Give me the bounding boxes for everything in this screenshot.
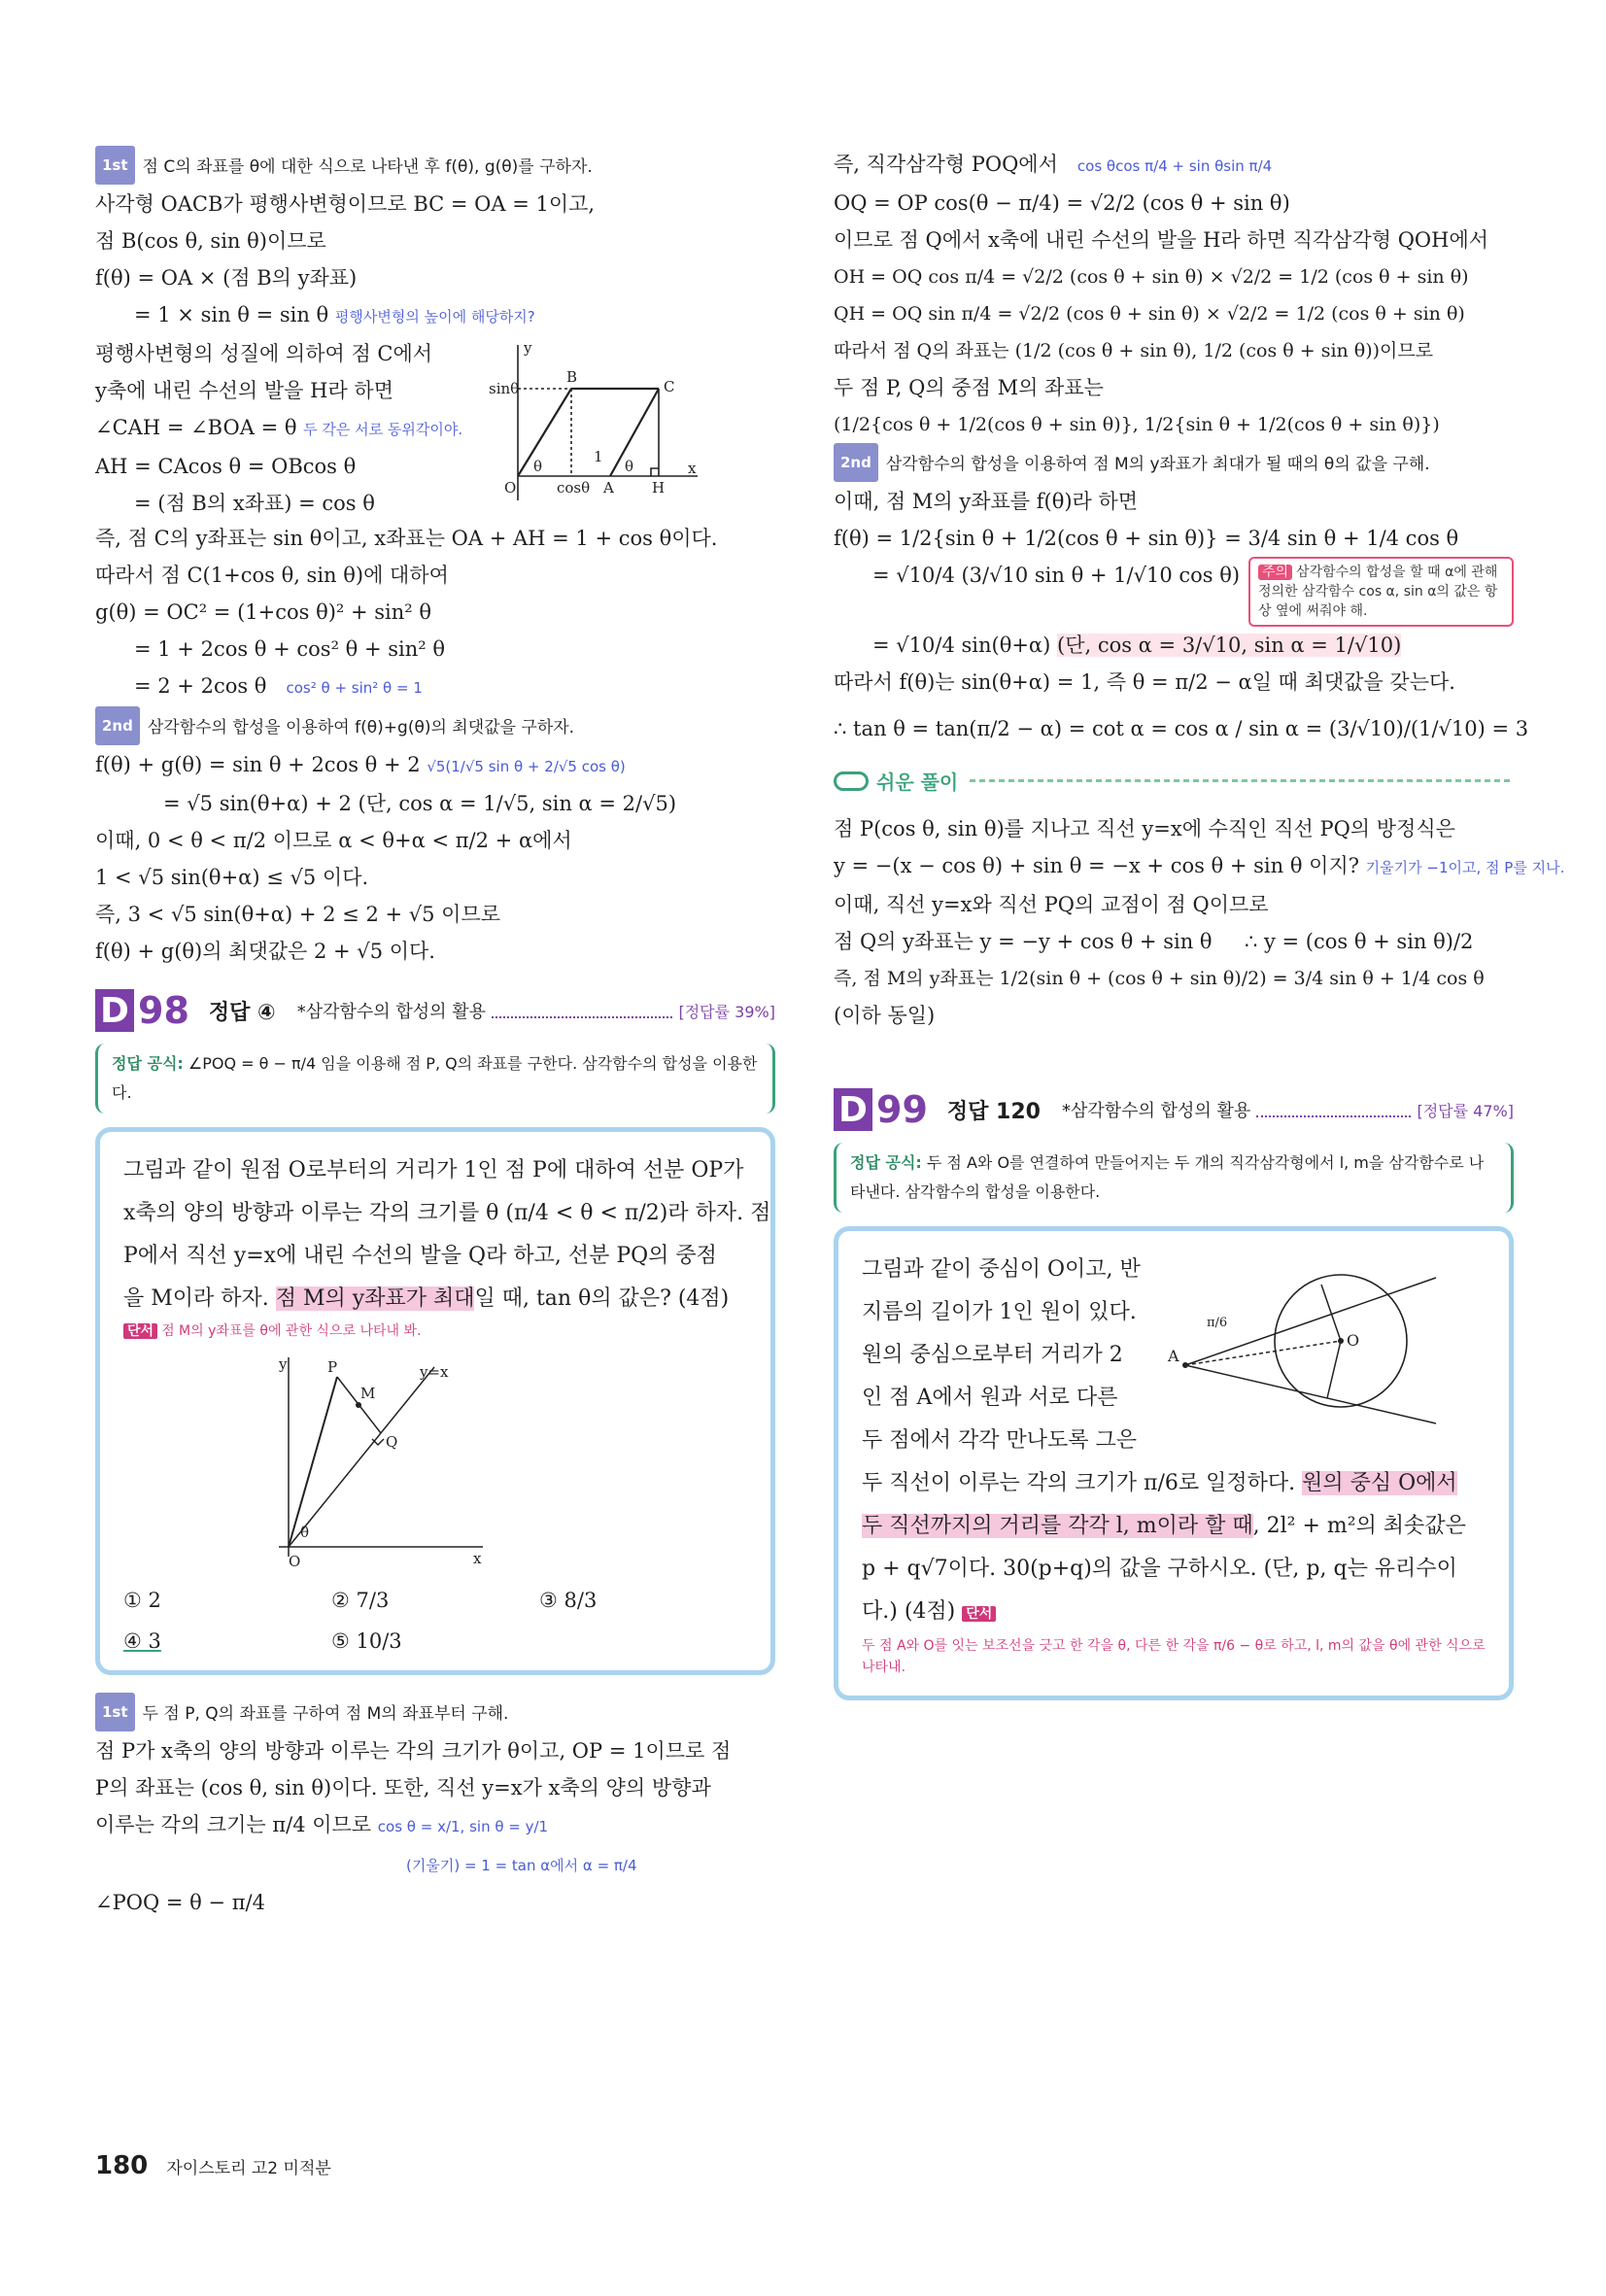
solution-line: 따라서 점 C(1+cos θ, sin θ)에 대하여 [95,564,449,587]
equation: ∴ y = (cos θ + sin θ)/2 [1244,930,1474,953]
point-label: C [664,378,675,395]
question-line: x축의 양의 방향과 이루는 각의 크기를 θ (π/4 < θ < π/2)라 하자. 점 [123,1201,771,1225]
caution-note [1248,557,1514,627]
solution-line: 점 P가 x축의 양의 방향과 이루는 각의 크기가 θ이고, OP = 1이므로 점 [95,1739,732,1763]
right-column [834,146,1565,1718]
point-label: B [566,368,578,386]
point-label: O [504,479,517,497]
topic-label: *삼각함수의 합성의 활용 [296,1002,487,1022]
problem-98-header [95,989,775,1032]
equation: 즉, 직각삼각형 POQ에서 [834,153,1058,176]
highlighted-text: 점 M의 y좌표가 최대 [275,1286,475,1311]
choice-1[interactable]: ① 2 [123,1589,161,1612]
question-text: 일 때, tan θ의 값은? (4점) [474,1286,730,1311]
problem-99-box [834,1226,1514,1700]
step-title: 두 점 P, Q의 좌표를 구하여 점 M의 좌표부터 구해. [142,1704,509,1724]
equation: y = −(x − cos θ) + sin θ = −x + cos θ + sin θ 이지? [834,854,1359,877]
step-title: 삼각함수의 합성을 이용하여 점 M의 y좌표가 최대가 될 때의 θ의 값을 구해. [885,455,1430,474]
question-left [862,1249,1141,1462]
solution-line: QH = OQ sin π/4 = √2/2 (cos θ + sin θ) × √2/2 = 1/2 (cos θ + sin θ) [834,303,1465,325]
problem-number: 98 [138,989,189,1032]
step-badge: 1st [95,146,135,185]
dotted-leader [492,1003,672,1018]
easy-solution-label: 쉬운 풀이 [876,771,959,794]
question-line: 지름의 길이가 1인 원이 있다. [862,1300,1137,1324]
choice-2[interactable]: ② 7/3 [331,1589,390,1612]
question-line: 두 점에서 각각 만나도록 그은 [862,1428,1137,1453]
angle-label: θ [625,458,634,475]
annotation: √5(1/√5 sin θ + 2/√5 cos θ) [427,758,626,775]
solution-line: f(θ) + g(θ)의 최댓값은 2 + √5 이다. [95,940,435,963]
hint-line [123,1320,747,1340]
point-label: O [289,1553,301,1570]
hint-text: 두 점 A와 O를 잇는 보조선을 긋고 한 각을 θ, 다른 한 각을 π/6 − θ로 하고, l, m의 값을 θ에 관한 식으로 나타내. [862,1638,1486,1675]
solution-line: OH = OQ cos π/4 = √2/2 (cos θ + sin θ) × √2/2 = 1/2 (cos θ + sin θ) [834,266,1469,288]
question-text: 다.) (4점) [862,1599,956,1624]
problem-99-top [862,1249,1486,1462]
solution-line: 평행사변형의 성질에 의하여 점 C에서 [95,342,433,365]
formula-label: 정답 공식: [850,1153,922,1172]
equation: = √10/4 sin(θ+α) [872,634,1051,657]
wavy-divider [970,779,1514,782]
problem-section-badge: D [834,1088,872,1131]
solution-line: g(θ) = OC² = (1+cos θ)² + sin² θ [95,600,432,624]
solution-line: f(θ) = OA × (점 B의 y좌표) [95,266,358,290]
hint-tag: 단서 [962,1606,996,1622]
tick-label: cosθ [557,479,591,497]
solution-line: 이때, 0 < θ < π/2 이므로 α < θ+α < π/2 + α에서 [95,829,572,852]
solution-line: 따라서 f(θ)는 sin(θ+α) = 1, 즉 θ = π/2 − α일 때 최댓값을 갖는다. [834,670,1455,694]
solution-line: 점 B(cos θ, sin θ)이므로 [95,229,326,253]
solution-line: = 1 + 2cos θ + cos² θ + sin² θ [134,637,446,661]
highlighted-text: 두 직선까지의 거리를 각각 l, m이라 할 때 [862,1514,1253,1538]
axis-label: y [524,339,532,357]
solution-line [834,923,1514,960]
solution-line [834,627,1514,664]
solution-line: 1 < √5 sin(θ+α) ≤ √5 이다. [95,866,369,889]
choice-3[interactable]: ③ 8/3 [539,1589,598,1612]
equation: = 2 + 2cos θ [134,674,267,698]
solution-line: y축에 내린 수선의 발을 H라 하면 [95,379,393,402]
annotation: cos θcos π/4 + sin θsin π/4 [1076,157,1273,175]
accuracy-rate: [정답률 39%] [678,1002,775,1021]
step-badge: 2nd [95,706,140,745]
choice-4[interactable]: ④ 3 [123,1629,161,1653]
hint-line [962,1606,1000,1622]
solution-line [834,847,1565,886]
axis-label: x [473,1550,482,1567]
solution-line [95,668,775,706]
annotation: 두 각은 서로 동위각이야. [303,421,463,438]
left-column [95,146,775,1921]
solution-line [95,296,775,335]
question-line [862,1591,1486,1635]
length-label: 1 [594,448,603,465]
solution-line: 즉, 점 M의 y좌표는 1/2(sin θ + (cos θ + sin θ)/2) = 3/4 sin θ + 1/4 cos θ [834,968,1485,989]
question-text: 두 직선이 이루는 각의 크기가 π/6로 일정하다. [862,1471,1303,1495]
caution-row [834,557,1514,627]
solution-line: AH = CAcos θ = OBcos θ [95,455,357,478]
solution-line: (1/2{cos θ + 1/2(cos θ + sin θ)}, 1/2{sin θ + 1/2(cos θ + sin θ)}) [834,414,1440,435]
problem-section-badge: D [95,989,134,1032]
dotted-leader [1256,1102,1411,1117]
solution-line: 즉, 점 C의 y좌표는 sin θ이고, x좌표는 OA + AH = 1 + cos θ이다. [95,527,718,550]
question-text: 을 M이라 하자. [123,1286,276,1311]
solution-line: 이때, 직선 y=x와 직선 PQ의 교점이 점 Q이므로 [834,893,1269,916]
step-badge: 2nd [834,443,878,482]
parallelogram-block [95,335,775,520]
annotation: 평행사변형의 높이에 해당하지? [334,308,535,326]
point-label: M [360,1385,376,1402]
solution-line: P의 좌표는 (cos θ, sin θ)이다. 또한, 직선 y=x가 x축의 양의 방향과 [95,1776,711,1799]
hint-tag: 단서 [123,1323,157,1339]
question-line: 그림과 같이 원점 O로부터의 거리가 1인 점 P에 대하여 선분 OP가 [123,1158,744,1182]
axis-label: y [279,1355,288,1373]
solution-line: = √10/4 (3/√10 sin θ + 1/√10 cos θ) [872,564,1241,587]
solution-line: 따라서 점 Q의 좌표는 (1/2 (cos θ + sin θ), 1/2 (cos θ + sin θ))이므로 [834,340,1434,361]
formula-text: 두 점 A와 O를 연결하여 만들어지는 두 개의 직각삼각형에서 l, m을 삼각함수로 나타낸다. 삼각함수의 합성을 이용한다. [850,1153,1485,1201]
answer-label: 정답 120 [946,1099,1041,1124]
caution-tag: 주의 [1258,565,1292,580]
solution-line: 두 점 P, Q의 중점 M의 좌표는 [834,376,1104,399]
step-title: 점 C의 좌표를 θ에 대한 식으로 나타낸 후 f(θ), g(θ)를 구하자. [142,157,593,177]
highlighted-text: 원의 중심 O에서 [1302,1471,1457,1495]
equation: f(θ) + g(θ) = sin θ + 2cos θ + 2 [95,753,421,776]
answer-formula-box [95,1044,775,1114]
equation: 점 Q의 y좌표는 y = −y + cos θ + sin θ [834,930,1213,953]
answer-label: 정답 ④ [208,1000,276,1025]
solution-line: ∠POQ = θ − π/4 [95,1891,265,1914]
point-label: A [603,479,614,497]
topic-label: *삼각함수의 합성의 활용 [1061,1101,1251,1121]
step2-heading [95,706,775,746]
book-title: 자이스토리 고2 미적분 [166,2159,331,2178]
step2-heading [834,443,1514,483]
step1-heading [95,1693,775,1732]
accuracy-rate: [정답률 47%] [1417,1101,1514,1120]
question-line: 원의 중심으로부터 거리가 2 [862,1343,1123,1367]
axis-label: x [688,460,697,477]
annotation: (기울기) = 1 = tan α에서 α = π/4 [406,1857,637,1874]
solution-line [95,1806,775,1845]
angle-label: θ [533,458,543,475]
point-label: H [652,479,666,497]
problem-98-box [95,1127,775,1675]
annotation: cos² θ + sin² θ = 1 [286,679,423,697]
angle-label: π/6 [1206,1316,1227,1330]
solution-line: 사각형 OACB가 평행사변형이므로 BC = OA = 1이고, [95,192,596,216]
solution-line [95,1845,775,1884]
formula-text: ∠POQ = θ − π/4 임을 이용해 점 P, Q의 좌표를 구한다. 삼각함수의 합성을 이용한다. [112,1054,758,1102]
solution-line [834,146,1514,185]
problem-number: 99 [876,1088,928,1131]
answer-formula-box [834,1143,1514,1213]
formula-label: 정답 공식: [112,1054,184,1073]
problem-99-figure [1146,1249,1438,1443]
point-label: A [1167,1347,1179,1365]
equation: ∠CAH = ∠BOA = θ [95,416,297,439]
highlighted-condition: (단, cos α = 3/√10, sin α = 1/√10) [1057,634,1402,657]
solution-line: = √5 sin(θ+α) + 2 (단, cos α = 1/√5, sin α = 2/√5) [163,792,677,815]
point-label: P [327,1358,338,1376]
hint-text: 점 M의 y좌표를 θ에 관한 식으로 나타내 봐. [161,1323,422,1339]
answer-choices [123,1589,747,1653]
point-label: O [1346,1331,1359,1350]
page-number: 180 [95,2151,149,2180]
annotation: 기울기가 −1이고, 점 P를 지나. [1365,859,1565,876]
parallelogram-diagram [489,335,702,510]
question-line: 인 점 A에서 원과 서로 다른 [862,1386,1118,1410]
solution-line: 이때, 점 M의 y좌표를 f(θ)라 하면 [834,490,1139,513]
line-label: y=x [420,1363,449,1381]
solution-line [95,409,462,448]
step-badge: 1st [95,1693,135,1731]
solution-line: 즉, 3 < √5 sin(θ+α) + 2 ≤ 2 + √5 이므로 [95,903,501,926]
page-footer [95,2151,331,2180]
tick-label: sinθ [489,380,520,397]
easy-solution-header [834,767,1514,795]
equation: = 1 × sin θ = sin θ [134,303,329,326]
question-text: , 2l² + m²의 최솟값은 [1252,1514,1466,1538]
problem-98-figure [240,1348,493,1571]
step-title: 삼각함수의 합성을 이용하여 f(θ)+g(θ)의 최댓값을 구하자. [147,718,575,737]
solution-line: 점 P(cos θ, sin θ)를 지나고 직선 y=x에 수직인 직선 PQ의 방정식은 [834,817,1455,840]
solution-line: = (점 B의 x좌표) = cos θ [134,492,375,515]
question-line: p + q√7이다. 30(p+q)의 값을 구하시오. (단, p, q는 유리수이 [862,1557,1457,1581]
choice-5[interactable]: ⑤ 10/3 [331,1629,402,1653]
question-line: P에서 직선 y=x에 내린 수선의 발을 Q라 하고, 선분 PQ의 중점 [123,1244,717,1268]
annotation: cos θ = x/1, sin θ = y/1 [377,1818,549,1835]
solution-line: f(θ) = 1/2{sin θ + 1/2(cos θ + sin θ)} = 3/4 sin θ + 1/4 cos θ [834,527,1459,550]
step1-heading [95,146,775,186]
glasses-icon [834,771,869,791]
question-line: 그림과 같이 중심이 O이고, 반 [862,1257,1141,1282]
question-line [123,1278,747,1320]
point-label: Q [386,1433,398,1451]
solution-line: ∴ tan θ = tan(π/2 − α) = cot α = cos α / sin α = (3/√10)/(1/√10) = 3 [834,717,1529,740]
question-line [862,1462,1486,1505]
solution-line [95,746,775,785]
equation: 이루는 각의 크기는 π/4 이므로 [95,1813,372,1836]
solution-line: OQ = OP cos(θ − π/4) = √2/2 (cos θ + sin θ) [834,191,1290,215]
solution-line: 이므로 점 Q에서 x축에 내린 수선의 발을 H라 하면 직각삼각형 QOH에서 [834,228,1489,252]
question-line [862,1505,1486,1548]
caution-text: 삼각함수의 합성을 할 때 α에 관해 정의한 삼각함수 cos α, sin α의 값은 항상 옆에 써줘야 해. [1257,565,1498,619]
angle-label: θ [300,1524,310,1541]
problem-99-header [834,1088,1514,1131]
solution-line: (이하 동일) [834,1004,936,1027]
